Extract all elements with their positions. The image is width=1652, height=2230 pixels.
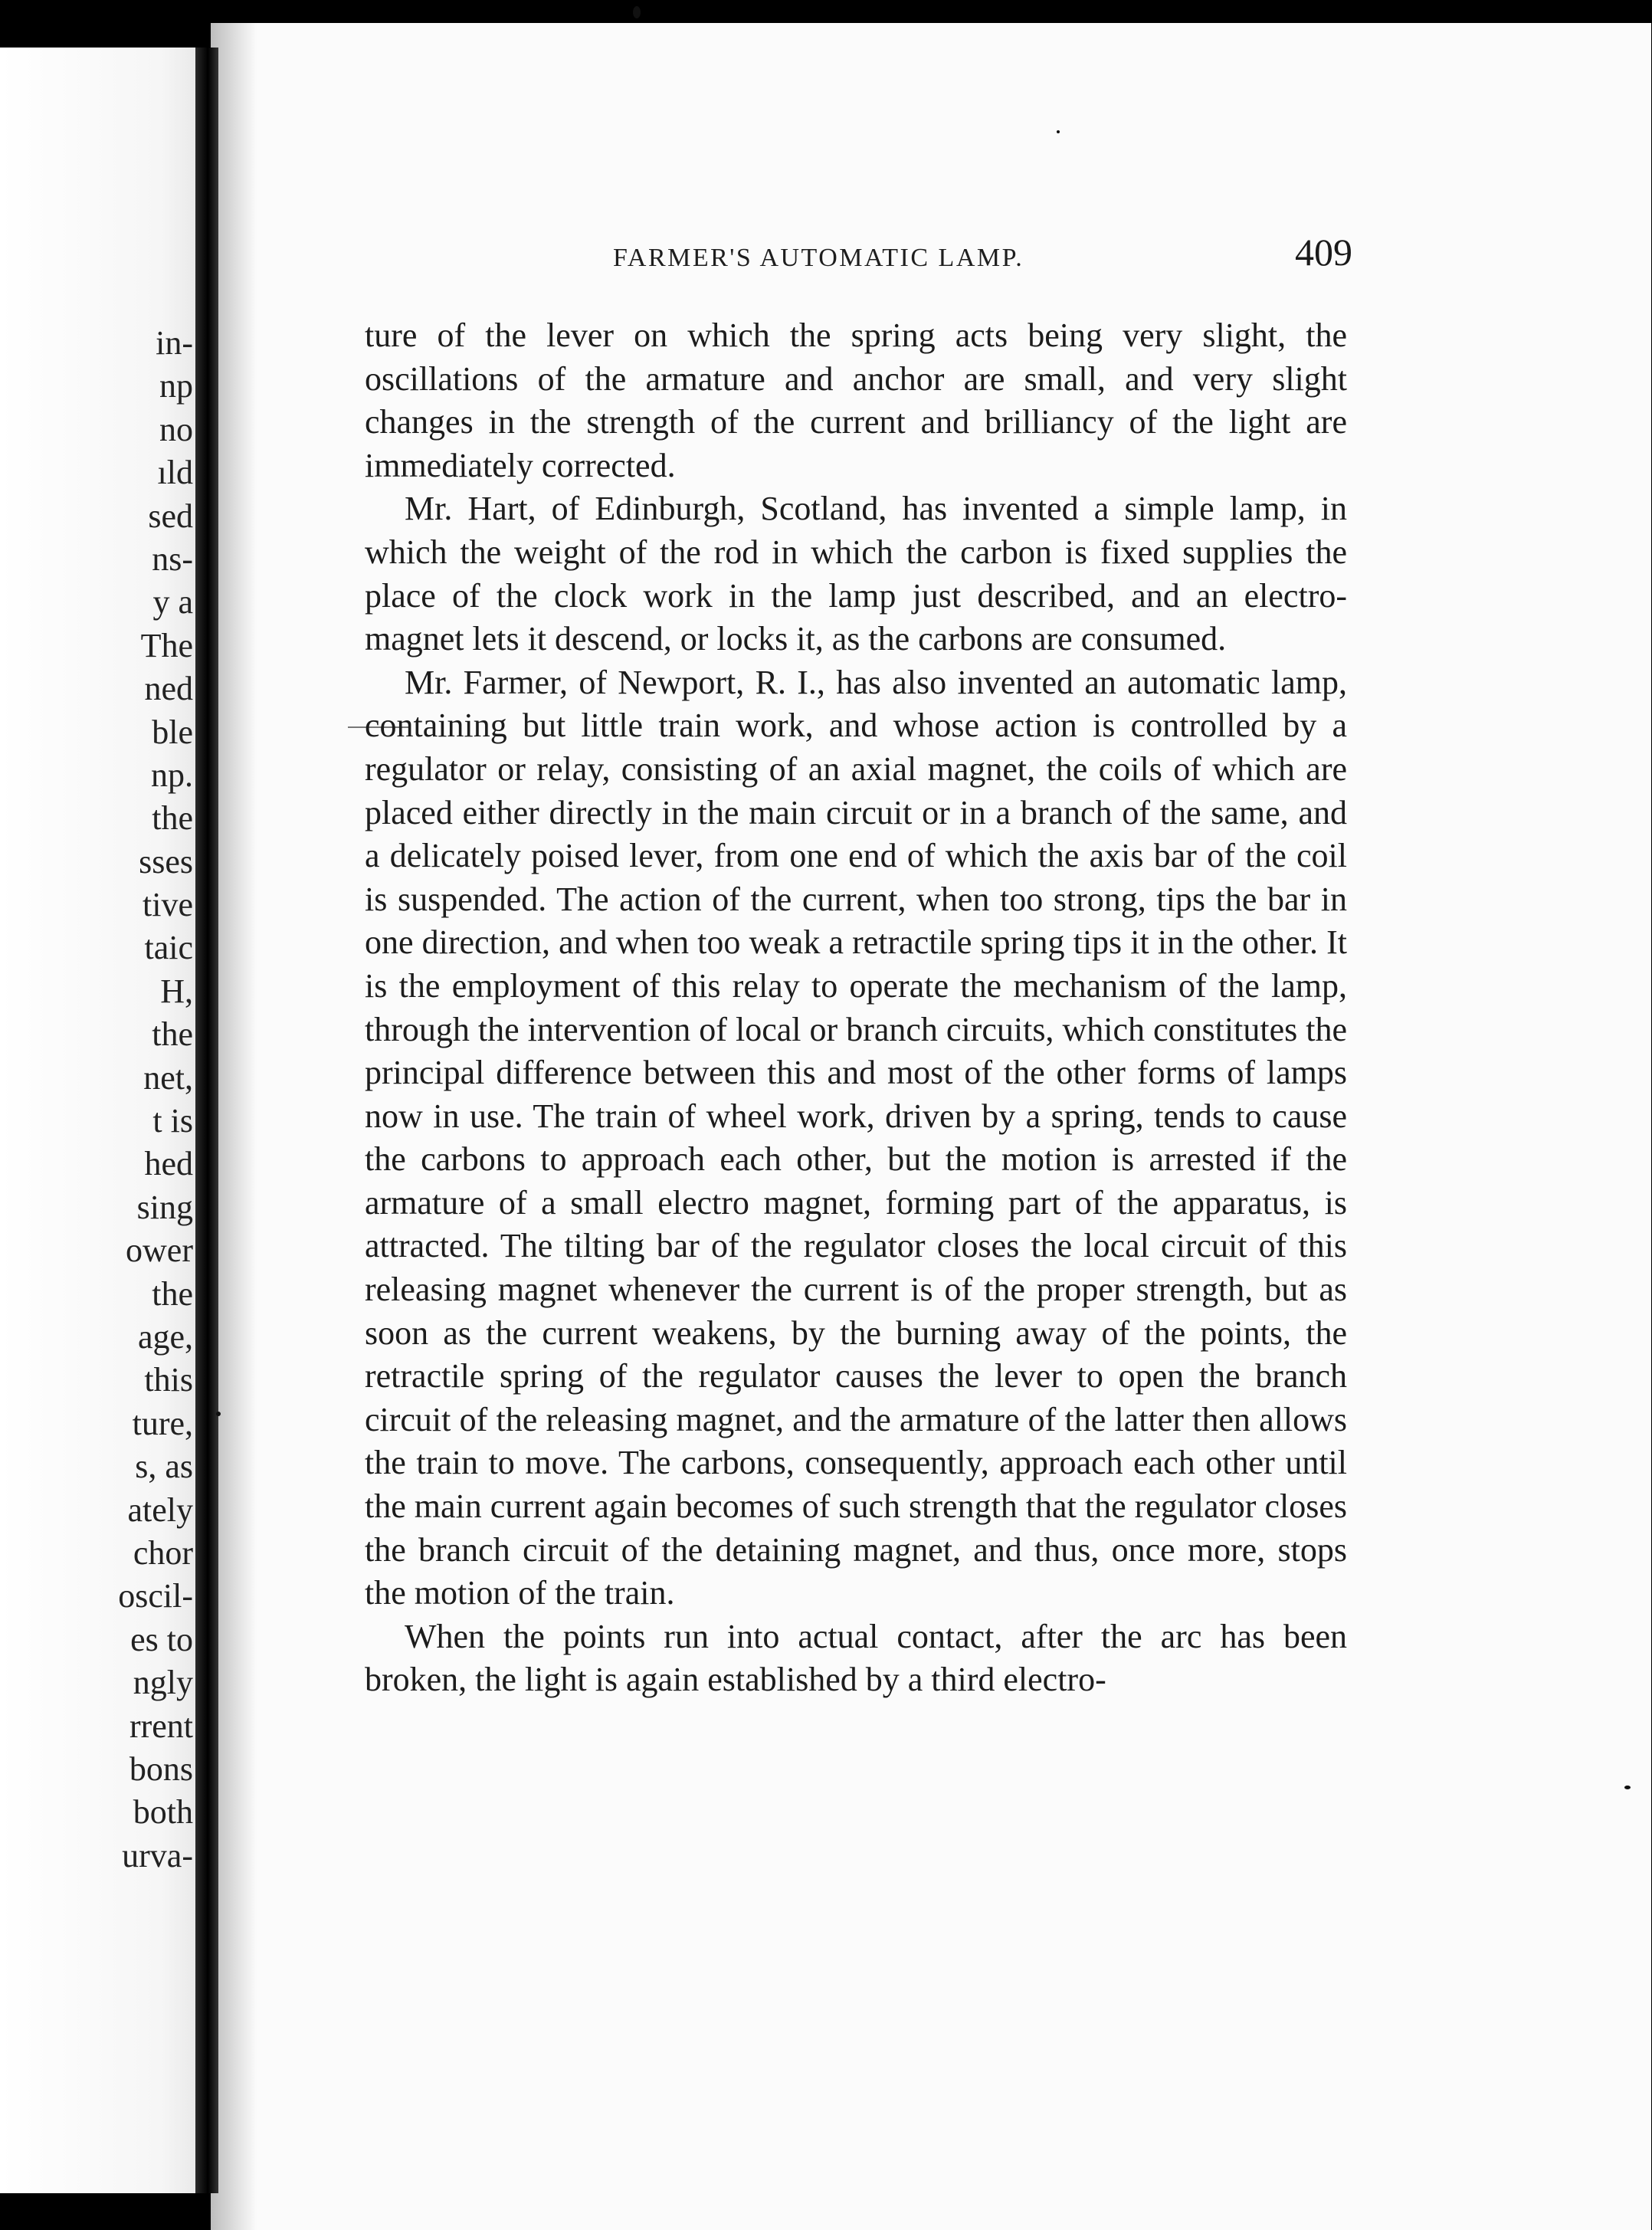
scan-speck: [1624, 1786, 1631, 1789]
left-page-fragment: ture,: [132, 1404, 193, 1442]
left-page-fragment: y a: [152, 583, 193, 621]
left-page-fragment: H,: [160, 972, 193, 1010]
scan-speck: [216, 1412, 221, 1416]
left-page-fragment: ngly: [133, 1664, 193, 1702]
left-page-fragment: both: [133, 1793, 193, 1832]
scan-speck: [1057, 130, 1060, 133]
left-page-fragment: ned: [144, 670, 193, 708]
left-page-fragment: ıld: [157, 454, 193, 492]
body-text: [365, 314, 1347, 1702]
left-page-fragment: ower: [126, 1231, 193, 1270]
left-page-fragment: np.: [151, 756, 193, 794]
book-spine: [195, 48, 218, 2193]
left-page-fragment: the: [152, 799, 193, 838]
left-page-fragment: chor: [133, 1533, 193, 1572]
left-page-fragment: oscil-: [118, 1577, 193, 1615]
scan-speck: [633, 6, 641, 18]
left-page-fragment: this: [144, 1361, 193, 1399]
left-page-fragment: ble: [152, 713, 193, 751]
left-page-fragment: ately: [127, 1490, 193, 1529]
left-page-fragment: urva-: [122, 1836, 193, 1874]
left-page-fragment: no: [159, 410, 193, 448]
left-page-fragment: sing: [136, 1188, 193, 1226]
paragraph: When the points run into actual contact, after the arc has been broken, the light is again established by a third electro-: [365, 1617, 1347, 1699]
running-title: FARMER'S AUTOMATIC LAMP.: [613, 244, 1024, 272]
left-page-fragment: the: [152, 1274, 193, 1313]
page-header: [0, 230, 1652, 276]
left-page-fragment: t is: [152, 1102, 193, 1140]
paragraph: Mr. Hart, of Edinburgh, Scotland, has invented a simple lamp, in which the weight of the rod in which the carbon is fixed supplies the place of the clock work in the lamp just described, and an electro-magnet lets it descend, or locks it, as the carbons are consumed.: [365, 490, 1347, 658]
page-number: 409: [1295, 231, 1352, 274]
left-page-fragment: tive: [143, 886, 193, 924]
left-page-fragment: es to: [130, 1620, 193, 1658]
left-page-fragment: sed: [148, 497, 193, 535]
left-page-fragment: s, as: [135, 1448, 193, 1486]
left-page-text-fragments: [0, 322, 193, 1877]
left-page-fragment: The: [140, 626, 193, 664]
left-page-fragment: bons: [129, 1750, 193, 1788]
left-page-fragment: np: [159, 367, 193, 405]
paragraph: ture of the lever on which the spring acts being very slight, the oscillations of the armature and anchor are small, and very slight changes in the strength of the current and brilliancy of the light are immediately corrected.: [365, 316, 1347, 484]
left-page-fragment: in-: [156, 324, 193, 362]
left-page-fragment: the: [152, 1015, 193, 1054]
left-page-fragment: net,: [143, 1058, 193, 1097]
left-page-fragment: rrent: [129, 1707, 193, 1745]
left-page-fragment: age,: [137, 1317, 193, 1356]
left-page-fragment: hed: [144, 1145, 193, 1183]
left-page-fragment: sses: [139, 842, 193, 881]
left-page-fragment: taic: [144, 929, 193, 967]
left-page-fragment: ns-: [152, 539, 193, 578]
paragraph: Mr. Farmer, of Newport, R. I., has also invented an automatic lamp, containing but little train work, and whose action is controlled by a regulator or relay, consisting of an axial magnet, the coils of which are placed either directly in the main circuit or in a branch of the same, and a delicately poised lever, from one end of which the axis bar of the coil is suspended. The action of the current, when too strong, tips the bar in one direction, and when too weak a retractile spring tips it in the other. It is the employment of this relay to operate the mechanism of the lamp, through the intervention of local or branch circuits, which constitutes the principal difference between this and most of the other forms of lamps now in use. The train of wheel work, driven by a spring, tends to cause the carbons to approach each other, but the motion is arrested if the armature of a small electro magnet, forming part of the apparatus, is attracted. The tilting bar of the regulator closes the local circuit of this releasing magnet whenever the current is of the proper strength, but as soon as the current weakens, by the burning away of the points, the retractile spring of the regulator causes the lever to open the branch circuit of the releasing magnet, and the armature of the latter then allows the train to move. The carbons, consequently, approach each other until the main current again becomes of such strength that the regulator closes the branch circuit of the detaining magnet, and thus, once more, stops the motion of the train.: [365, 663, 1347, 1612]
